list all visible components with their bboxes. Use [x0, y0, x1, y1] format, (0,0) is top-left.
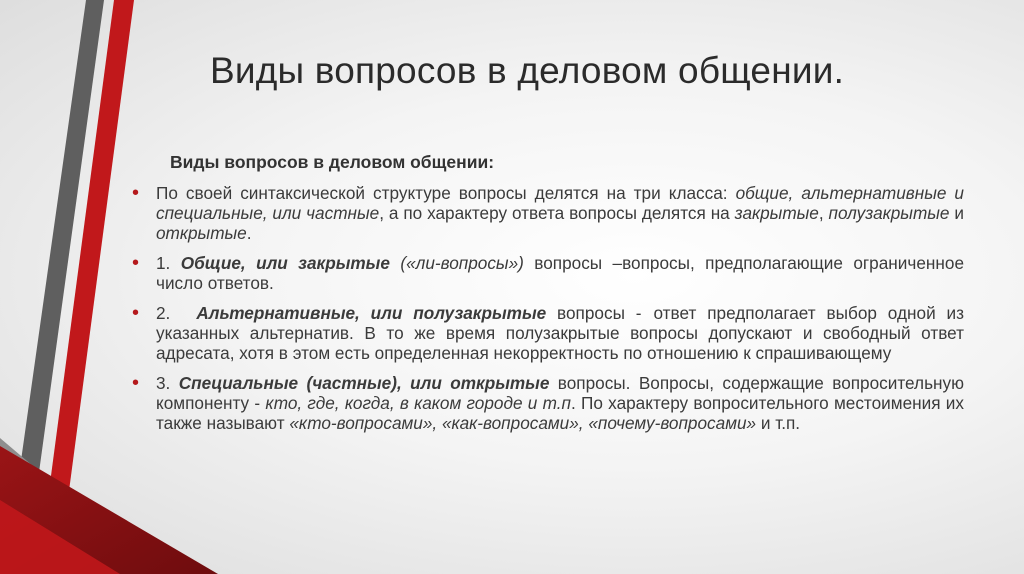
italic-run: «кто-вопросами», «как-вопросами», «почему-вопросами» — [289, 413, 757, 433]
slide-content — [132, 152, 964, 443]
item-number: 1. — [156, 253, 181, 273]
text-run: вопросы –вопросы, предполагающие ограниченное число ответов. — [156, 253, 965, 293]
text-run: ответ предполагает выбор одной из указанных альтернатив. В то же время полузакрытые вопросы допускают и свободный ответ адресата, хотя в этом есть определенная некорректность по отношению к спрашивающему — [156, 303, 964, 363]
bold-italic-run: Общие, или закрытые — [180, 253, 390, 273]
text-run: и — [949, 203, 964, 223]
slide-title: Виды вопросов в деловом общении. — [210, 50, 845, 91]
italic-run: («ли-вопросы») — [400, 253, 524, 273]
bullet-text — [156, 373, 964, 433]
bullet-dot-icon: • — [132, 182, 140, 204]
italic-run: общие, альтернативные и специальные, или частные — [156, 183, 964, 223]
italic-run: полузакрытые — [828, 203, 950, 223]
bullet-item-1 — [132, 183, 964, 243]
text-run: и т.п. — [756, 413, 801, 433]
italic-run: открытые — [156, 223, 247, 243]
text-run: . По характеру вопросительного местоимения их также называют — [156, 393, 964, 433]
bullet-text — [156, 253, 964, 293]
bullet-dot-icon: • — [132, 302, 140, 324]
italic-run: кто, где, когда, в каком городе и т.п — [265, 393, 571, 413]
item-number: 2. — [156, 303, 171, 323]
text-run: По своей синтаксической структуре вопросы делятся на три класса: — [156, 183, 736, 203]
bullet-item-4 — [132, 373, 964, 433]
text-run: вопросы. Вопросы, содержащие вопросительную компоненту - — [156, 373, 964, 413]
text-run: , — [818, 203, 829, 223]
bullet-item-2 — [132, 253, 964, 293]
bullet-dot-icon: • — [132, 372, 140, 394]
bullet-dot-icon: • — [132, 252, 140, 274]
bullet-text — [156, 303, 964, 363]
text-run — [390, 253, 400, 273]
item-number: 3. — [156, 373, 179, 393]
bold-italic-run: Альтернативные, или полузакрытые — [196, 303, 547, 323]
bold-italic-run: Специальные (частные), или открытые — [178, 373, 550, 393]
subheading: Виды вопросов в деловом общении: — [170, 152, 495, 172]
text-run: . — [246, 223, 252, 243]
bullet-text — [156, 183, 964, 243]
text-run: вопросы - — [546, 303, 642, 323]
text-run: , а по характеру ответа вопросы делятся на — [379, 203, 735, 223]
italic-run: закрытые — [734, 203, 819, 223]
bullet-item-3 — [132, 303, 964, 363]
